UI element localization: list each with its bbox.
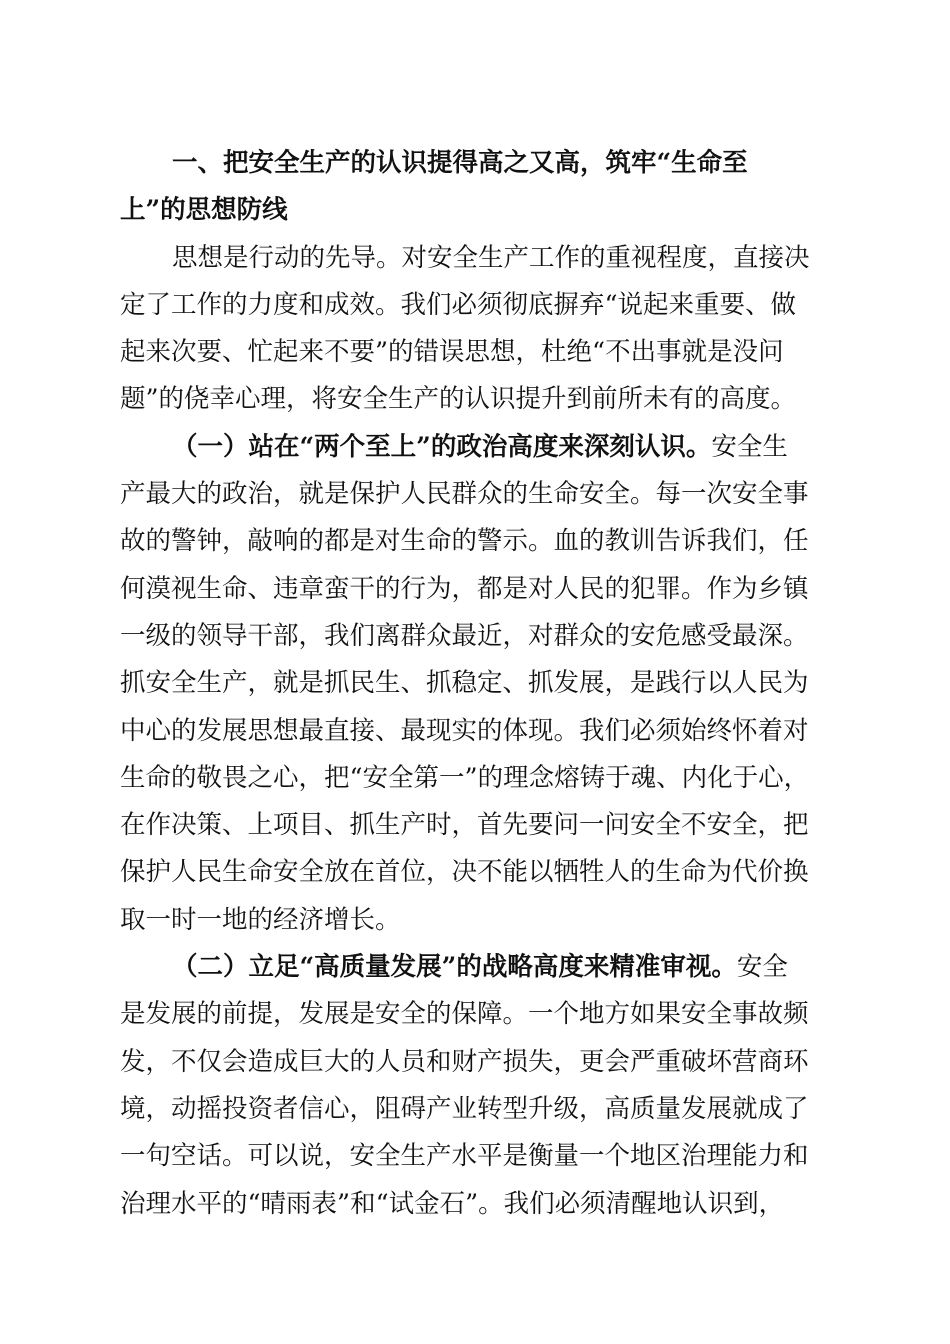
paragraph-2-line: 取一时一地的经济增长。 (120, 904, 401, 935)
paragraph-1-line: 思想是行动的先导。对安全生产工作的重视程度，直接决 (172, 242, 810, 273)
section-heading-line-2: 上”的思想防线 (120, 195, 288, 226)
document-body (120, 140, 832, 1228)
paragraph-2-line: 故的警钟，敲响的都是对生命的警示。血的教训告诉我们，任 (120, 526, 809, 557)
paragraph-1-line: 题”的侥幸心理，将安全生产的认识提升到前所未有的高度。 (120, 384, 797, 415)
paragraph-2-line: 中心的发展思想最直接、最现实的体现。我们必须始终怀着对 (120, 715, 809, 746)
paragraph-3-line: 境，动摇投资者信心，阻碍产业转型升级，高质量发展就成了 (120, 1093, 809, 1124)
paragraph-2-line: 抓安全生产，就是抓民生、抓稳定、抓发展，是践行以人民为 (120, 668, 809, 699)
paragraph-3-line: 发，不仅会造成巨大的人员和财产损失，更会严重破坏营商环 (120, 1046, 809, 1077)
paragraph-3-first-line-text: 安全 (736, 952, 788, 983)
subheading-1: （一）站在“两个至上”的政治高度来深刻认识。 (172, 431, 712, 462)
paragraph-2-first-line-text: 安全生 (711, 431, 788, 462)
subheading-2: （二）立足“高质量发展”的战略高度来精准审视。 (172, 952, 737, 983)
paragraph-2-first-line (120, 424, 832, 471)
section-heading-line-1: 一、把安全生产的认识提得高之又高，筑牢“生命至 (172, 148, 748, 178)
paragraph-3-line: 是发展的前提，发展是安全的保障。一个地方如果安全事故频 (120, 999, 809, 1030)
paragraph-2-line: 产最大的政治，就是保护人民群众的生命安全。每一次安全事 (120, 479, 809, 510)
paragraph-2-line: 何漠视生命、违章蛮干的行为，都是对人民的犯罪。作为乡镇 (120, 573, 809, 604)
paragraph-2-line: 一级的领导干部，我们离群众最近，对群众的安危感受最深。 (120, 620, 809, 651)
paragraph-1-line: 起来次要、忙起来不要”的错误思想，杜绝“不出事就是没问 (120, 337, 784, 368)
paragraph-3-line: 一句空话。可以说，安全生产水平是衡量一个地区治理能力和 (120, 1141, 809, 1172)
paragraph-1-line: 定了工作的力度和成效。我们必须彻底摒弃“说起来重要、做 (120, 289, 797, 320)
paragraph-2-line: 保护人民生命安全放在首位，决不能以牺牲人的生命为代价换 (120, 857, 809, 888)
paragraph-3-line: 治理水平的“晴雨表”和“试金石”。我们必须清醒地认识到， (120, 1188, 785, 1219)
paragraph-2-line: 生命的敬畏之心，把“安全第一”的理念熔铸于魂、内化于心， (120, 762, 810, 793)
paragraph-3-first-line (120, 944, 832, 991)
paragraph-2-line: 在作决策、上项目、抓生产时，首先要问一问安全不安全，把 (120, 810, 809, 841)
